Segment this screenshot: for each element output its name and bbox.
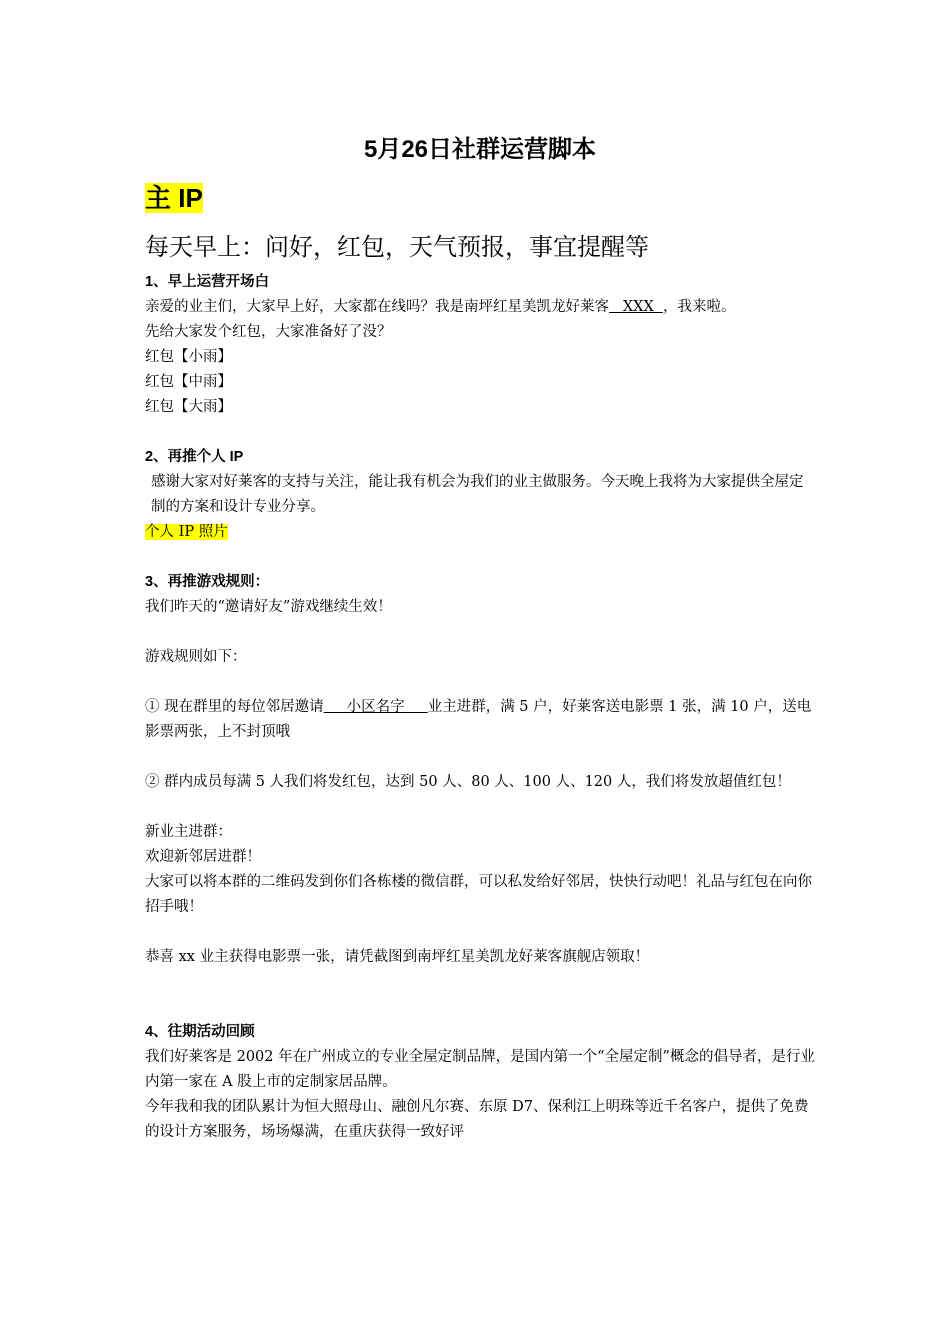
spacer: [145, 545, 815, 570]
section-3-rules-intro: 游戏规则如下：: [145, 649, 247, 665]
daily-subheading: 每天早上：问好，红包，天气预报，事宜提醒等: [145, 233, 649, 261]
name-blank: XXX: [609, 299, 664, 315]
main-heading-text: 主 IP: [145, 183, 203, 213]
community-blank: 小区名字: [323, 699, 428, 715]
section-4-paragraph-1: 我们好莱客是 2002 年在广州成立的专业全屋定制品牌，是国内第一个“全屋定制”概念的倡导者，是行业内第一家在 A 股上市的定制家居品牌。: [145, 1049, 815, 1090]
rule-1: [145, 695, 815, 745]
spacer: [145, 420, 815, 445]
new-owner-label: 新业主进群：: [145, 824, 232, 840]
section-2-paragraph: 感谢大家对好莱客的支持与关注，能让我有机会为我们的业主做服务。今天晚上我将为大家提供全屋定制的方案和设计专业分享。: [151, 474, 804, 515]
section-4-paragraph-2: 今年我和我的团队累计为恒大照母山、融创凡尔赛、东原 D7、保利江上明珠等近千名客户，提供了免费的设计方案服务，场场爆满，在重庆获得一致好评: [145, 1099, 809, 1140]
section-4-heading: 4、往期活动回顾: [145, 1024, 255, 1040]
main-heading: [145, 180, 815, 216]
section-3-line-1: 我们昨天的“邀请好友”游戏继续生效！: [145, 599, 392, 615]
spacer: [145, 970, 815, 1020]
greeting-after: ，我来啦。: [663, 299, 736, 315]
section-2-heading: 2、再推个人 IP: [145, 449, 244, 465]
rule-1-before: ① 现在群里的每位邻居邀请: [145, 699, 324, 715]
rule-2: ② 群内成员每满 5 人我们将发红包，达到 50 人、80 人、100 人、120 人，我们将发放超值红包！: [145, 774, 791, 790]
photo-note-text: 个人 IP 照片: [145, 524, 228, 540]
section-3-heading: 3、再推游戏规则：: [145, 574, 270, 590]
red-packet-medium: 红包【中雨】: [145, 374, 232, 390]
welcome-line: 欢迎新邻居进群！: [145, 849, 261, 865]
rule-1-after: 业主进群，满 5 户，好莱客送电影票 1 张，满 10 户，送电影票两张，上不封顶哦: [145, 699, 812, 740]
share-qrcode-line: 大家可以将本群的二维码发到你们各栋楼的微信群，可以私发给好邻居，快快行动吧！礼品与红包在向你招手哦！: [145, 874, 812, 915]
document-body: [145, 130, 815, 1145]
document-title: 5月26日社群运营脚本: [363, 136, 597, 163]
section-1-line-2: 先给大家发个红包，大家准备好了没？: [145, 324, 392, 340]
red-packet-large: 红包【大雨】: [145, 399, 232, 415]
section-2-photo-note: [145, 520, 815, 545]
red-packet-small: 红包【小雨】: [145, 349, 232, 365]
section-1-heading: 1、早上运营开场白: [145, 274, 270, 290]
spacer: [145, 620, 815, 645]
greeting-before: 亲爱的业主们，大家早上好，大家都在线吗？我是南坪红星美凯龙好莱客: [145, 299, 609, 315]
congrats-line: 恭喜 xx 业主获得电影票一张，请凭截图到南坪红星美凯龙好莱客旗舰店领取！: [145, 949, 650, 965]
spacer: [145, 920, 815, 945]
spacer: [145, 670, 815, 695]
spacer: [145, 745, 815, 770]
spacer: [145, 795, 815, 820]
section-1-greeting: [145, 295, 815, 320]
